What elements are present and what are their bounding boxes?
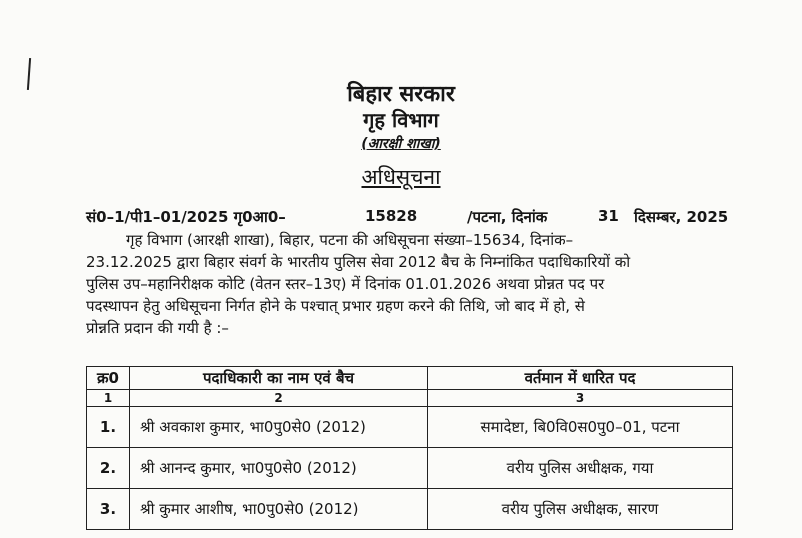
officer-name: श्री आनन्द कुमार, भा0पु0से0 (2012) <box>130 448 428 489</box>
column-number: 3 <box>428 390 733 407</box>
branch-title: (आरक्षी शाखा) <box>361 136 441 152</box>
officers-table <box>86 366 733 530</box>
officer-name: श्री अवकाश कुमार, भा0पु0से0 (2012) <box>130 407 428 448</box>
government-title: बिहार सरकार <box>347 82 455 107</box>
column-header-post: वर्तमान में धारित पद <box>428 367 733 390</box>
current-post: वरीय पुलिस अधीक्षक, सारण <box>428 489 733 530</box>
table-row <box>87 448 733 489</box>
body-line: पदस्थापन हेतु अधिसूचना निर्गत होने के पश्चात् प्रभार ग्रहण करने की तिथि, जो बाद में हो, से <box>86 297 585 315</box>
column-header-serial: क्र0 <box>87 367 130 390</box>
file-number: सं0–1/पी1–01/2025 गृ0आ0– <box>86 208 286 226</box>
serial-number: 1. <box>87 407 130 448</box>
serial-number: 3. <box>87 489 130 530</box>
current-post: समादेष्टा, बि0वि0स0पु0–01, पटना <box>428 407 733 448</box>
column-number: 2 <box>130 390 428 407</box>
body-line: पुलिस उप–महानिरीक्षक कोटि (वेतन स्तर–13ए) में दिनांक 01.01.2026 अथवा प्रोन्नत पद पर <box>86 275 605 293</box>
body-line: गृह विभाग (आरक्षी शाखा), बिहार, पटना की अधिसूचना संख्या–15634, दिनांक– <box>126 231 574 249</box>
place-date-label: /पटना, दिनांक <box>467 208 548 226</box>
table-header-row <box>87 367 733 390</box>
serial-number: 2. <box>87 448 130 489</box>
body-line: 23.12.2025 द्वारा बिहार संवर्ग के भारतीय पुलिस सेवा 2012 बैच के निम्नांकित पदाधिकारियों को <box>86 253 631 271</box>
notice-title: अधिसूचना <box>361 165 441 189</box>
date-day: 31 <box>598 207 619 225</box>
column-number: 1 <box>87 390 130 407</box>
date-month-year: दिसम्बर, 2025 <box>634 208 729 226</box>
officer-name: श्री कुमार आशीष, भा0पु0से0 (2012) <box>130 489 428 530</box>
current-post: वरीय पुलिस अधीक्षक, गया <box>428 448 733 489</box>
body-line: प्रोन्नति प्रदान की गयी है :– <box>86 319 229 337</box>
table-row <box>87 489 733 530</box>
column-number-row <box>87 390 733 407</box>
department-title: गृह विभाग <box>363 108 439 132</box>
notification-number: 15828 <box>365 207 418 225</box>
column-header-name: पदाधिकारी का नाम एवं बैच <box>130 367 428 390</box>
table-row <box>87 407 733 448</box>
